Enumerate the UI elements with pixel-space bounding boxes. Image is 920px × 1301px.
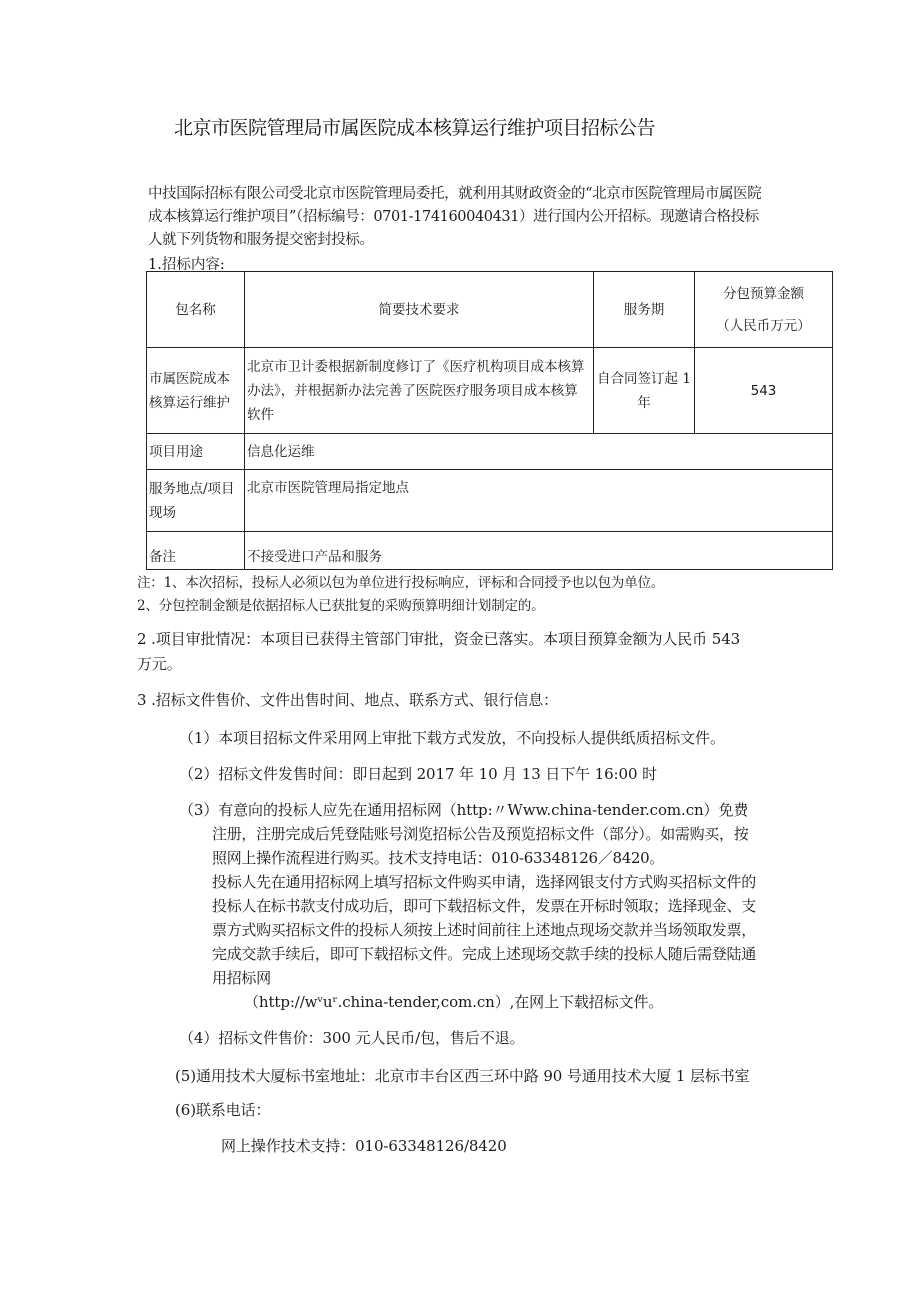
section3-title: 3 .招标文件售价、文件出售时间、地点、联系方式、银行信息： bbox=[137, 691, 559, 709]
location-label: 服务地点/项目现场 bbox=[147, 470, 245, 532]
row-requirements: 北京市卫计委根据新制度修订了《医疗机构项目成本核算办法》，并根据新办法完善了医院医疗服务项目成本核算软件 bbox=[245, 348, 594, 434]
header-budget-line1: 分包预算金额 bbox=[723, 285, 804, 302]
table-header-row bbox=[147, 272, 833, 348]
header-service-period: 服务期 bbox=[594, 272, 695, 348]
row-package: 市属医院成本核算运行维护 bbox=[147, 348, 245, 434]
intro-paragraph: 中技国际招标有限公司受北京市医院管理局委托，就利用其财政资金的“北京市医院管理局市属医院 成本核算运行维护项目”（招标编号：0701-174160040431）进行国内公开招标。现邀请合格投标 人就下列货物和服务提交密封投标。 bbox=[148, 186, 762, 248]
location-value: 北京市医院管理局指定地点 bbox=[245, 470, 833, 532]
header-requirements: 简要技术要求 bbox=[245, 272, 594, 348]
table-row bbox=[147, 348, 833, 434]
header-budget bbox=[695, 272, 833, 348]
item-4: （4）招标文件售价：300 元人民币/包，售后不退。 bbox=[179, 1029, 525, 1047]
table-row bbox=[147, 434, 833, 470]
bid-content-table bbox=[146, 271, 833, 570]
item-3-body: 注册，注册完成后凭登陆账号浏览招标公告及预览招标文件（部分）。如需购买，按 照网上操作流程进行购买。技术支持电话：010-63348126／8420。 投标人先在通用招标网上填写招标文件购买申请，选择网银支付方式购买招标文件的 投标人在标书款支付成功后，即可下载招标文件，发票在开标时领取；选择现金、支 票方式购买招标文件的投标人须按上述时间前往上述地点现场交款并当场领取发票， 完成交款手续后，即可下载招标文件。完成上述现场交款手续的投标人随后需登陆通 用招标网 bbox=[212, 825, 756, 987]
section1-label: 1.招标内容: bbox=[148, 257, 225, 273]
remark-value: 不接受进口产品和服务 bbox=[245, 532, 833, 570]
row-service-period: 自合同签订起 1 年 bbox=[594, 348, 695, 434]
item-3-first: （3）有意向的投标人应先在通用招标网（http:〃Www.china-tender.com.cn）免费 bbox=[179, 801, 749, 819]
item-2: （2）招标文件发售时间：即日起到 2017 年 10 月 13 日下午 16:00 时 bbox=[179, 765, 657, 783]
usage-label: 项目用途 bbox=[147, 434, 245, 470]
tech-support-phone: 网上操作技术支持：010-63348126/8420 bbox=[221, 1137, 507, 1155]
header-package: 包名称 bbox=[147, 272, 245, 348]
item-3-url: （http://wᵛuʳ.china-tender,com.cn）,在网上下载招标文件。 bbox=[244, 993, 664, 1011]
table-row bbox=[147, 470, 833, 532]
page-title: 北京市医院管理局市属医院成本核算运行维护项目招标公告 bbox=[174, 117, 656, 139]
table-row bbox=[147, 532, 833, 570]
item-1: （1）本项目招标文件采用网上审批下载方式发放，不向投标人提供纸质招标文件。 bbox=[179, 729, 725, 747]
usage-value: 信息化运维 bbox=[245, 434, 833, 470]
header-budget-line2: （人民币万元） bbox=[716, 317, 811, 334]
section2-line2: 万元。 bbox=[137, 655, 182, 673]
row-budget: 543 bbox=[695, 348, 833, 434]
item-6: (6)联系电话： bbox=[175, 1101, 271, 1119]
note-2: 2、分包控制金额是依据招标人已获批复的采购预算明细计划制定的。 bbox=[137, 598, 545, 614]
section2-line1: 2 .项目审批情况：本项目已获得主管部门审批，资金已落实。本项目预算金额为人民币 543 bbox=[137, 630, 741, 648]
note-1: 注：1、本次招标，投标人必须以包为单位进行投标响应，评标和合同授予也以包为单位。 bbox=[137, 575, 665, 591]
item-5: (5)通用技术大厦标书室地址：北京市丰台区西三环中路 90 号通用技术大厦 1 层标书室 bbox=[175, 1067, 750, 1085]
remark-label: 备注 bbox=[147, 532, 245, 570]
